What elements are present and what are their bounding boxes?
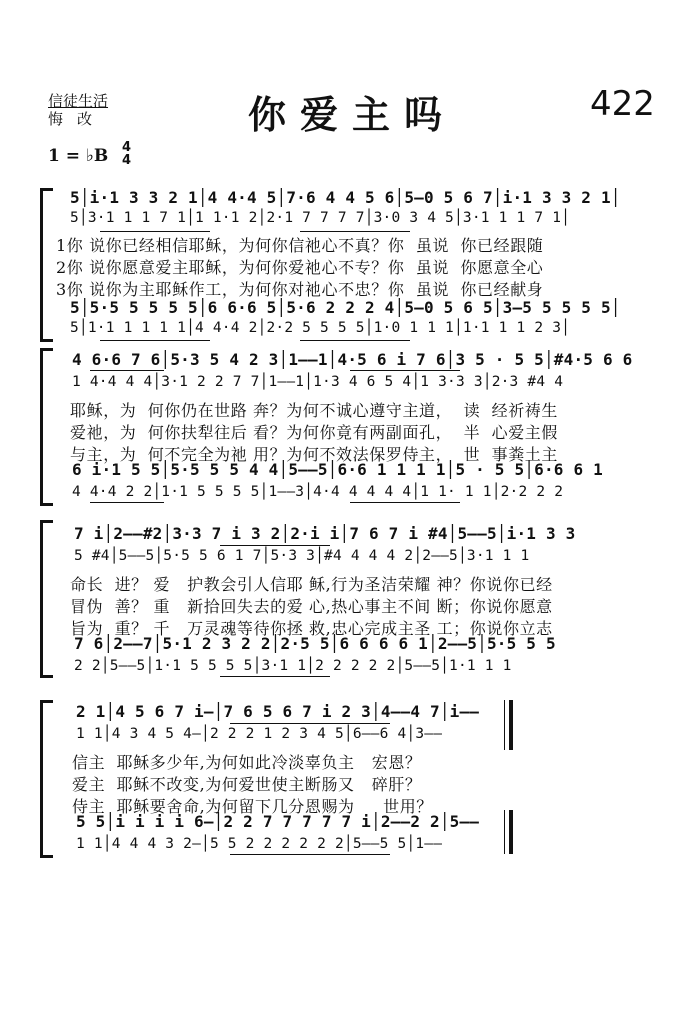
lyric-verse-3: 侍主 耶稣要舍命,为何留下几分恩赐为 世用？ bbox=[72, 797, 433, 816]
final-barline-thick bbox=[509, 700, 513, 750]
alto-line: 5│3·1 1 1 7 1│1 1·1 2│2·1 7 7 7 7│3·0 3 4 5│3·1 1 1 7 1│ bbox=[70, 210, 571, 226]
alto-line: 1 4·4 4 4│3·1 2 2 7 7│1––1│1·3 4 6 5 4│1 3·3 3│2·3 #4 4 bbox=[72, 374, 564, 390]
lyric-verse-1: 1你 说你已经相信耶稣，为何你信祂心不真？你 虽说 你已经跟随 bbox=[56, 236, 544, 255]
beam-line bbox=[100, 231, 210, 232]
beam-line bbox=[350, 502, 460, 503]
beam-line bbox=[230, 854, 390, 855]
final-barline-thin bbox=[504, 810, 505, 854]
system-bracket bbox=[40, 348, 53, 506]
alto-line: 5 #4│5––5│5·5 5 6 1 7│5·3 3│#4 4 4 4 2│2––5│3·1 1 1 bbox=[74, 548, 530, 564]
beam-line bbox=[300, 340, 410, 341]
beam-line bbox=[90, 370, 164, 371]
beam-line bbox=[220, 545, 330, 546]
beam-line bbox=[220, 676, 330, 677]
system-bracket bbox=[40, 520, 53, 678]
tenor-line: 5 5│i i i i 6–│2 2 7 7 7 7 7 i│2––2 2│5–– bbox=[76, 812, 480, 831]
soprano-line: 4 6·6 7 6│5·3 5 4 2 3│1––1│4·5 6 i 7 6│3 5 · 5 5│#4·5 6 6 bbox=[72, 350, 633, 369]
lyric-verse-3: 旨为 重？ 千 万灵魂等待你拯 救,忠心完成主圣 工；你说你立志 bbox=[70, 619, 553, 638]
final-barline-thick bbox=[509, 810, 513, 854]
tenor-line: 5│5·5 5 5 5 5│6 6·6 5│5·6 2 2 2 4│5–0 5 6 5│3–5 5 5 5 5│ bbox=[70, 298, 621, 317]
time-signature-bottom: 4 bbox=[122, 153, 132, 168]
system-bracket bbox=[40, 188, 53, 342]
alto-line: 1 1│4 3 4 5 4–│2 2 2 1 2 3 4 5│6––6 4│3–– bbox=[76, 726, 443, 742]
beam-line bbox=[90, 502, 164, 503]
system-bracket bbox=[40, 700, 53, 858]
bass-line: 4 4·4 2 2│1·1 5 5 5 5│1––3│4·4 4 4 4 4│1 1· 1 1│2·2 2 2 bbox=[72, 484, 564, 500]
beam-line bbox=[300, 231, 410, 232]
hymn-number: 422 bbox=[590, 84, 655, 124]
lyric-verse-2: 爱祂，为 何你扶犁往后 看？为何你竟有两副面孔， 半 心爱主假 bbox=[70, 423, 559, 442]
final-barline-thin bbox=[504, 700, 505, 750]
beam-line bbox=[350, 370, 460, 371]
lyric-verse-1: 耶稣，为 何你仍在世路 奔？为何不诚心遵守主道， 读 经祈祷生 bbox=[70, 401, 559, 420]
beam-line bbox=[100, 340, 210, 341]
bass-line: 2 2│5––5│1·1 5 5 5 5│3·1 1│2 2 2 2 2│5––5│1·1 1 1 bbox=[74, 658, 512, 674]
soprano-line: 7 i│2––#2│3·3 7 i 3 2│2·i i│7 6 7 i #4│5––5│i·1 3 3 bbox=[74, 524, 576, 543]
lyric-verse-1: 信主 耶稣多少年,为何如此冷淡辜负主 宏恩？ bbox=[72, 753, 422, 772]
lyric-verse-3: 与主，为 何不完全为祂 用？为何不效法保罗侍主， 世 事粪土主 bbox=[70, 445, 559, 464]
author-line-2: 悔改 bbox=[48, 110, 107, 128]
time-signature-top: 4 bbox=[122, 140, 132, 155]
beam-line bbox=[230, 723, 390, 724]
tenor-line: 7 6│2––7│5·1 2 3 2 2│2·5 5│6 6 6 6 1│2––5│5·5 5 5 bbox=[74, 634, 556, 653]
key-signature: 1 = ♭B bbox=[48, 146, 109, 166]
lyric-verse-2: 冒伪 善？ 重 新拾回失去的爱 心,热心事主不间 断；你说你愿意 bbox=[70, 597, 553, 616]
lyric-verse-2: 爱主 耶稣不改变,为何爱世使主断肠又 碎肝？ bbox=[72, 775, 422, 794]
time-signature bbox=[122, 141, 131, 167]
bass-line: 1 1│4 4 4 3 2–│5 5 2 2 2 2 2 2│5––5 5│1–– bbox=[76, 836, 443, 852]
lyric-verse-3: 3你 说你为主耶稣作工，为何你对祂心不忠？你 虽说 你已经献身 bbox=[56, 280, 544, 299]
author-line-1: 信徒生活 bbox=[48, 92, 109, 110]
bass-line: 5│1·1 1 1 1 1│4 4·4 2│2·2 5 5 5 5│1·0 1 1 1│1·1 1 1 2 3│ bbox=[70, 320, 571, 336]
tenor-line: 6 i·1 5 5│5·5 5 5 4 4│5––5│6·6 1 1 1 1│5 · 5 5│6·6 6 1 bbox=[72, 460, 603, 479]
lyric-verse-2: 2你 说你愿意爱主耶稣，为何你爱祂心不专？你 虽说 你愿意全心 bbox=[56, 258, 544, 277]
lyric-verse-1: 命长 进？ 爱 护教会引人信耶 稣,行为圣洁荣耀 神？你说你已经 bbox=[70, 575, 553, 594]
soprano-line: 2 1│4 5 6 7 i–│7 6 5 6 7 i 2 3│4––4 7│i–– bbox=[76, 702, 480, 721]
soprano-line: 5│i·1 3 3 2 1│4 4·4 5│7·6 4 4 5 6│5–0 5 6 7│i·1 3 3 2 1│ bbox=[70, 188, 621, 207]
page-title: 你爱主吗 bbox=[248, 92, 457, 137]
